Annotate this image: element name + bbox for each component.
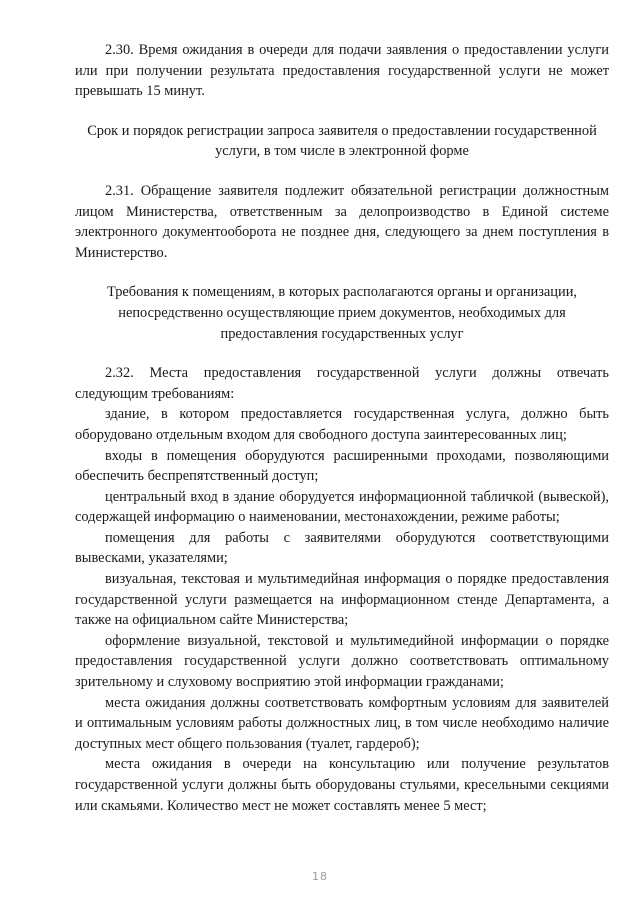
requirement-item: здание, в котором предоставляется государственная услуга, должно быть оборудовано отдельным входом для свободного доступа заинтересованных лиц;	[75, 406, 609, 443]
requirement-item: визуальная, текстовая и мультимедийная информация о порядке предоставления государственной услуги размещается на информационном стенде Департамента, а также на официальном сайте Министерства;	[75, 571, 609, 629]
paragraph-2-31: 2.31. Обращение заявителя подлежит обязательной регистрации должностным лицом Министерства, ответственным за делопроизводство в Единой системе электронного документооборота не позднее дня, следующего за днем поступления в Министерство.	[75, 182, 609, 261]
requirement-item: места ожидания в очереди на консультацию или получение результатов государственной услуги должны быть оборудованы стульями, кресельными секциями или скамьями. Количество мест не может составлять менее 5 мест;	[75, 756, 609, 814]
requirement-item: центральный вход в здание оборудуется информационной табличкой (вывеской), содержащей информацию о наименовании, местонахождении, режиме работы;	[75, 488, 609, 526]
requirements-list	[75, 404, 609, 816]
requirement-item: входы в помещения оборудуются расширенными проходами, позволяющими обеспечить беспрепятственный доступ;	[75, 447, 609, 485]
requirement-item: помещения для работы с заявителями оборудуются соответствующими вывесками, указателями;	[75, 529, 609, 567]
paragraph-2-32: 2.32. Места предоставления государственной услуги должны отвечать следующим требованиям:	[75, 365, 609, 402]
section-heading-premises: Требования к помещениям, в которых располагаются органы и организации, непосредственно осуществляющие прием документов, необходимых для предоставления государственных услуг	[106, 284, 578, 342]
document-page	[75, 40, 609, 816]
requirement-item: места ожидания должны соответствовать комфортным условиям для заявителей и оптимальным условиям работы должностных лиц, в том числе необходимо наличие доступных мест общего пользования (туалет, гардероб);	[75, 694, 609, 752]
requirement-item: оформление визуальной, текстовой и мультимедийной информации о порядке предоставления государственной услуги должно соответствовать оптимальному зрительному и слуховому восприятию этой информации гражданами;	[75, 632, 609, 691]
section-heading-registration: Срок и порядок регистрации запроса заявителя о предоставлении государственной услуги, в том числе в электронной форме	[87, 122, 597, 160]
page-number: 18	[312, 870, 328, 883]
paragraph-2-30: 2.30. Время ожидания в очереди для подачи заявления о предоставлении услуги или при получении результата предоставления государственной услуги не может превышать 15 минут.	[75, 42, 609, 100]
